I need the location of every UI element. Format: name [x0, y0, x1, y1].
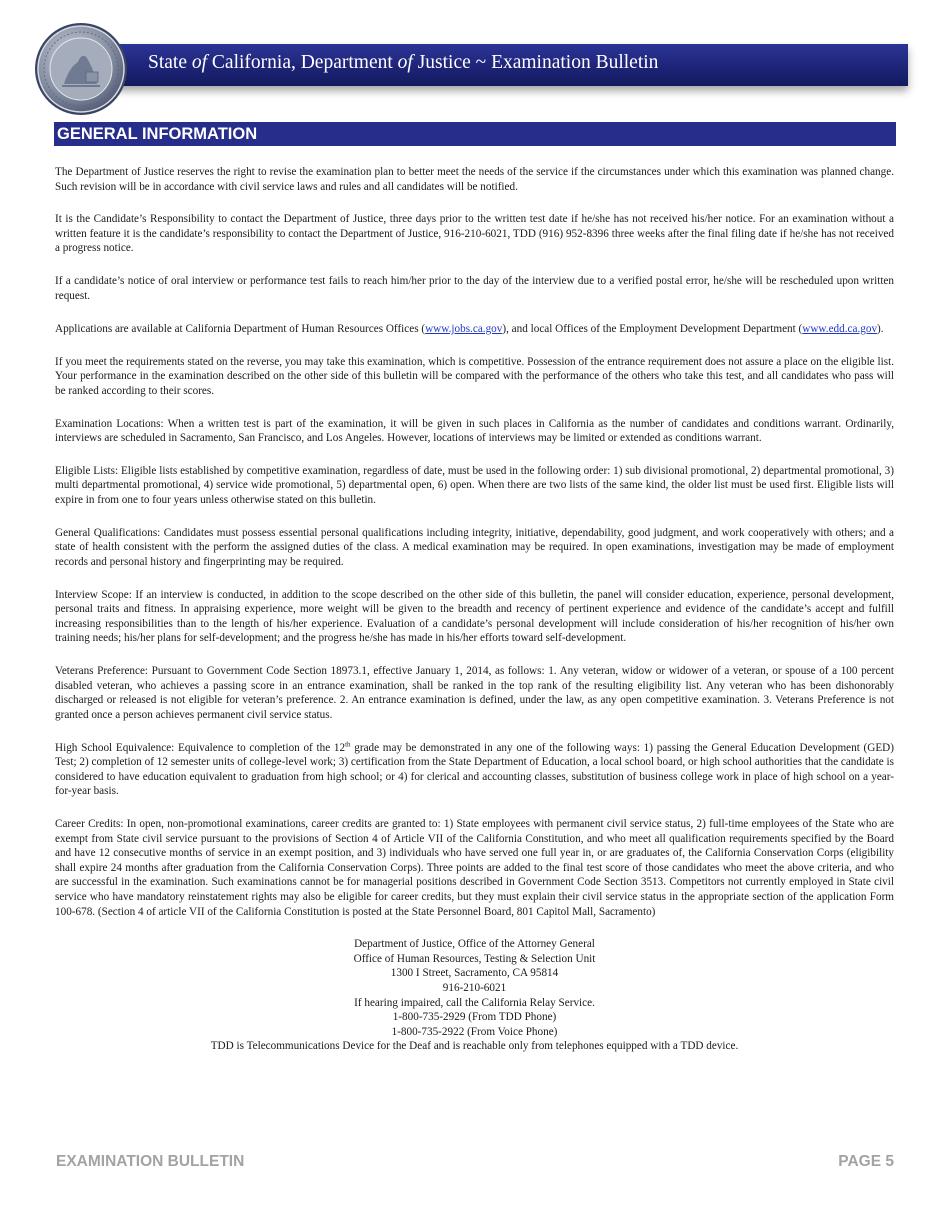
footer-bulletin-label: EXAMINATION BULLETIN: [56, 1153, 245, 1170]
paragraph-eligible-lists: Eligible Lists: Eligible lists established by competitive examination, regardless of date, must be used in the following order: 1) sub divisional promotional, 2) departmental promotional, 3) multi departmental promotional, 4) service wide promotional, 5) departmental open, 6) open. When there are two lists of the same kind, the older list must be used first. Eligible lists will expire in from one to four years unless otherwise stated on this bulletin.: [55, 464, 894, 506]
contact-line: TDD is Telecommunications Device for the Deaf and is reachable only from telephones equipped with a TDD device.: [210, 1040, 739, 1053]
paragraph-exam-locations: Examination Locations: When a written test is part of the examination, it will be given in such places in California as the number of candidates and conditions warrant. Ordinarily, interviews are scheduled in Sacramento, San Francisco, and Los Angeles. However, locations of interviews may be limited or extended as conditions warrant.: [55, 417, 894, 445]
contact-line: If hearing impaired, call the California Relay Service.: [354, 996, 595, 1009]
contact-block: [55, 937, 894, 1053]
paragraph-applications: Applications are available at California Department of Human Resources Offices (www.jobs.ca.gov), and local Offices of the Employment Development Department (www.edd.ca.gov).: [55, 322, 884, 335]
contact-line: 1-800-735-2922 (From Voice Phone): [391, 1025, 558, 1038]
contact-line: 1300 I Street, Sacramento, CA 95814: [390, 967, 559, 980]
body-content: [55, 165, 894, 1054]
state-seal-icon: [34, 22, 128, 116]
edd-link[interactable]: www.edd.ca.gov: [802, 322, 878, 335]
footer-page-number: PAGE 5: [838, 1153, 894, 1170]
paragraph-interview-scope: Interview Scope: If an interview is conducted, in addition to the scope described on the other side of this bulletin, the panel will consider education, experience, personal development, personal traits and fitness. In appraising experience, more weight will be given to the breadth and recency of pertinent experience and evidence of the candidate’s accept and fulfill increasing responsibilities than to the length of his/her experience. Evaluation of a candidate’s personal development will include consideration of his/her recognition of his/her own training needs; his/her plans for self-development; and the progress he/she has made in his/her efforts toward self-development.: [55, 588, 894, 645]
paragraph-veterans-preference: Veterans Preference: Pursuant to Government Code Section 18973.1, effective January 1, 2014, as follows: 1. Any veteran, widow or widower of a veteran, or spouse of a 100 percent disabled veteran, who achieves a passing score in an entrance examination, shall be ranked in the top rank of the resulting eligibility list. Any veteran who has been dishonorably discharged or released is not eligible for veteran’s preference. 2. An entrance examination is defined, under the law, as any open competitive examination. 3. Veterans Preference is not granted once a person achieves permanent civil service status.: [55, 665, 894, 721]
contact-line: 1-800-735-2929 (From TDD Phone): [392, 1011, 557, 1024]
section-heading: GENERAL INFORMATION: [54, 122, 896, 146]
paragraph-high-school-equivalence: High School Equivalence: Equivalence to completion of the 12th grade may be demonstrated in any one of the following ways: 1) passing the General Education Development (GED) Test; 2) completion of 12 semester units of college-level work; 3) certification from the State Department of Education, a local school board, or high school authorities that the candidate is considered to have education equivalent to graduation from high school; or 4) for clerical and accounting classes, substitution of business college work in place of high school on a year-for-year basis.: [55, 740, 894, 798]
paragraph-career-credits: Career Credits: In open, non-promotional examinations, career credits are granted to: 1) State employees with permanent civil service status, 2) full-time employees of the State who are exempt from State civil service pursuant to the provisions of Section 4 of Article VII of the California Constitution, and who meet all qualification requirements specified by the Board and have 12 consecutive months of service in an exempt position, and 3) individuals who have served one full year in, or are graduates of, the California Conservation Corps (eligibility shall expire 24 months after graduation from the California Conservation Corps). Three points are added to the final test score of those candidates who meet the above criteria, and who are successful in the examination. Such examinations cannot be for managerial positions described in Government Code Section 3513. Competitors not currently employed in State civil service who have mandatory reinstatement rights may also be eligible for career credits, but they must explain their civil service status in the appropriate section of the application Form 100-678. (Section 4 of article VII of the California Constitution is posted at the State Personnel Board, 801 Capitol Mall, Sacramento): [55, 818, 894, 918]
header-title: State of California, Department of Justice ~ Examination Bulletin: [148, 52, 659, 73]
contact-line: Department of Justice, Office of the Attorney General: [354, 938, 595, 951]
paragraph-candidate-responsibility: It is the Candidate’s Responsibility to contact the Department of Justice, three days prior to the written test date if he/she has not received his/her notice. For an examination without a written feature it is the candidate’s responsibility to contact the Department of Justice, 916-210-6021, TDD (916) 952-8396 three weeks after the final filing date if he/she has not received a progress notice.: [55, 213, 894, 255]
header-banner: [52, 44, 908, 86]
jobs-link[interactable]: www.jobs.ca.gov: [425, 322, 503, 335]
contact-line: Office of Human Resources, Testing & Selection Unit: [353, 952, 596, 965]
paragraph-general-qualifications: General Qualifications: Candidates must possess essential personal qualifications including integrity, initiative, dependability, good judgment, and work cooperatively with others; and a state of health consistent with the perform the assigned duties of the class. A medical examination may be required. In open examinations, investigation may be made of employment records and personal history and fingerprinting may be required.: [55, 526, 894, 568]
paragraph-requirements: If you meet the requirements stated on the reverse, you may take this examination, which is competitive. Possession of the entrance requirement does not assure a place on the eligible list. Your performance in the examination described on the other side of this bulletin will be compared with the performance of the others who take this test, and all candidates who pass will be ranked according to their scores.: [55, 355, 894, 397]
paragraph-exam-plan: The Department of Justice reserves the right to revise the examination plan to better meet the needs of the service if the circumstances under which this examination was planned change. Such revision will be in accordance with civil service laws and rules and all candidates will be notified.: [55, 166, 894, 193]
paragraph-oral-interview-notice: If a candidate’s notice of oral interview or performance test fails to reach him/her prior to the day of the interview due to a verified postal error, he/she will be rescheduled upon written request.: [55, 275, 894, 302]
contact-line: 916-210-6021: [442, 981, 507, 994]
